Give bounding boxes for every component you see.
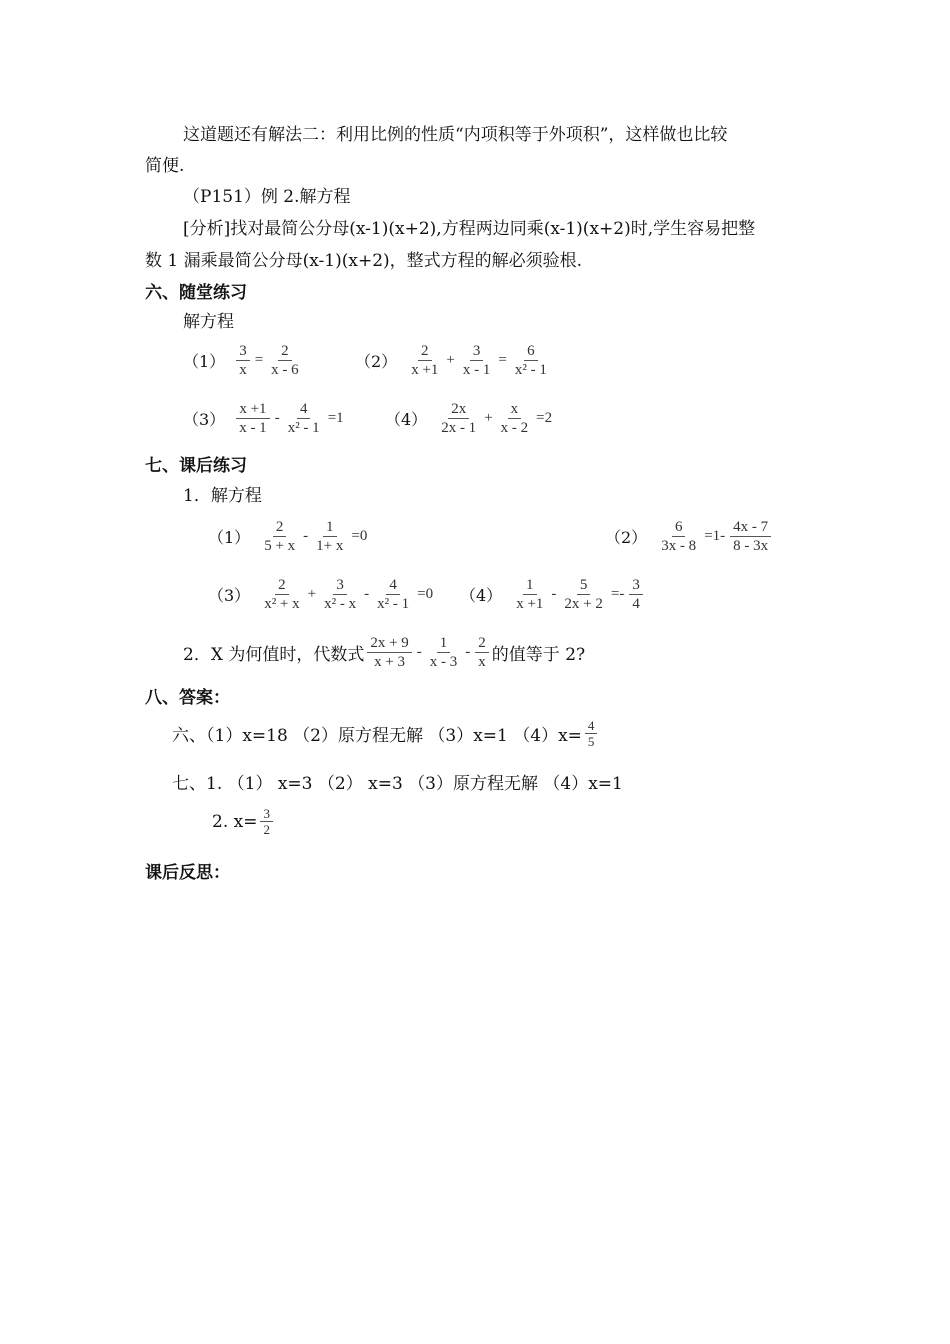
numerator: 1	[523, 576, 537, 595]
operator: -	[274, 410, 280, 426]
numerator: 3	[260, 806, 273, 822]
numerator: 2	[273, 518, 287, 537]
denominator: x - 3	[429, 654, 458, 670]
operator: +	[307, 586, 317, 602]
equation-7-1	[208, 518, 369, 555]
operator: =	[498, 352, 507, 368]
answer-7: 七、1. （1） x=3 （2） x=3 （3）原方程无解 （4）x=1	[172, 774, 623, 794]
operator: +	[446, 352, 455, 368]
denominator: x - 1	[462, 362, 491, 378]
fraction	[313, 518, 346, 555]
operator: +	[484, 410, 493, 426]
equation-7-3	[208, 576, 435, 613]
denominator: x² - 1	[287, 420, 320, 436]
answer-7-2	[212, 806, 276, 837]
operator: -	[416, 644, 422, 660]
denominator: 5	[587, 734, 595, 749]
numerator: 4	[585, 718, 598, 734]
fraction	[236, 400, 270, 437]
denominator: 3x - 8	[661, 538, 697, 554]
denominator: 2x + 2	[564, 596, 603, 612]
numerator: 6	[524, 342, 538, 361]
section-7-sub: 1．解方程	[183, 486, 262, 506]
denominator: 1+ x	[316, 538, 344, 554]
fraction	[513, 576, 546, 613]
equation-label: （4）	[460, 586, 503, 605]
equation-label: （3）	[183, 410, 226, 429]
fraction	[408, 342, 441, 379]
fraction	[658, 518, 699, 555]
operator: -	[303, 528, 309, 544]
section-7-heading: 七、课后练习	[145, 456, 247, 476]
numerator: 3	[629, 576, 643, 595]
answer-text: 2. x=	[212, 811, 258, 832]
numerator: 2x + 9	[367, 634, 411, 653]
denominator: x	[239, 362, 247, 378]
equation-6-3	[183, 400, 346, 437]
fraction	[261, 576, 302, 613]
fraction	[498, 400, 532, 437]
equation-6-4	[385, 400, 554, 437]
denominator: x² - 1	[377, 596, 410, 612]
operator: -	[551, 586, 557, 602]
numerator: 5	[577, 576, 591, 595]
equation-label: （2）	[355, 352, 398, 371]
question-suffix: 的值等于 2?	[491, 645, 586, 665]
operator: =-	[610, 586, 625, 602]
numerator: x +1	[236, 400, 269, 419]
numerator: 2	[275, 576, 289, 595]
fraction	[260, 806, 273, 837]
fraction	[561, 576, 605, 613]
denominator: 5 + x	[264, 538, 296, 554]
fraction	[321, 576, 359, 613]
operator: =1-	[704, 528, 726, 544]
numerator: 6	[672, 518, 686, 537]
example-title: （P151）例 2.解方程	[183, 187, 351, 207]
section-6-heading: 六、随堂练习	[145, 283, 247, 303]
numerator: 4	[297, 400, 311, 419]
equation-result: =2	[536, 410, 553, 426]
operator: -	[364, 586, 370, 602]
fraction	[374, 576, 412, 613]
numerator: 4x - 7	[730, 518, 771, 537]
numerator: 2	[418, 342, 432, 361]
denominator: x - 2	[500, 420, 529, 436]
equation-result: =1	[327, 410, 344, 426]
section-8-heading: 八、答案：	[145, 688, 230, 708]
analysis-line-2: 数 1 漏乘最简公分母(x-1)(x+2)，整式方程的解必须验根.	[145, 251, 583, 271]
denominator: x - 6	[271, 362, 299, 378]
denominator: x² + x	[264, 596, 300, 612]
fraction	[236, 342, 250, 379]
denominator: x	[478, 654, 486, 670]
answer-text: 六、（1）x=18 （2）原方程无解 （3）x=1 （4）x=	[172, 726, 582, 746]
numerator: 4	[386, 576, 400, 595]
operator: =	[254, 352, 264, 368]
reflection-heading: 课后反思：	[145, 863, 230, 883]
analysis-line-1: [分析]找对最简公分母(x-1)(x+2),方程两边同乘(x-1)(x+2)时,学生容易把整	[183, 219, 756, 239]
question-prefix: 2．X 为何值时，代数式	[183, 645, 365, 665]
fraction	[438, 400, 479, 437]
fraction	[285, 400, 323, 437]
equation-label: （1）	[208, 528, 251, 547]
fraction	[585, 718, 598, 749]
equation-label: （4）	[385, 410, 428, 429]
numerator: 1	[437, 634, 451, 653]
operator: -	[465, 644, 471, 660]
fraction	[427, 634, 461, 671]
denominator: 4	[632, 596, 640, 612]
numerator: 3	[236, 342, 250, 361]
denominator: x² - x	[324, 596, 357, 612]
numerator: 2	[475, 634, 489, 653]
numerator: 2x	[448, 400, 469, 419]
denominator: x - 1	[239, 420, 267, 436]
denominator: 2	[263, 822, 270, 837]
fraction	[512, 342, 550, 379]
equation-result: =0	[351, 528, 368, 544]
equation-7-2	[605, 518, 774, 555]
denominator: 2x - 1	[441, 420, 477, 436]
numerator: 2	[278, 342, 292, 361]
denominator: x +1	[516, 596, 544, 612]
intro-line-1: 这道题还有解法二：利用比例的性质“内项积等于外项积”，这样做也比较	[183, 125, 728, 145]
fraction	[268, 342, 302, 379]
fraction	[460, 342, 494, 379]
numerator: x	[508, 400, 522, 419]
question-2	[183, 634, 585, 671]
equation-label: （1）	[183, 352, 226, 371]
fraction	[730, 518, 771, 555]
equation-6-2	[355, 342, 553, 379]
denominator: x +1	[411, 362, 439, 378]
numerator: 1	[323, 518, 337, 537]
equation-7-4	[460, 576, 646, 613]
numerator: 3	[333, 576, 347, 595]
denominator: 8 - 3x	[733, 538, 769, 554]
equation-label: （3）	[208, 586, 251, 605]
equation-result: =0	[417, 586, 434, 602]
intro-line-2: 简便.	[145, 156, 185, 176]
denominator: x² - 1	[514, 362, 547, 378]
equation-6-1	[183, 342, 305, 379]
fraction	[629, 576, 643, 613]
denominator: x + 3	[374, 654, 406, 670]
fraction	[261, 518, 298, 555]
fraction	[367, 634, 411, 671]
numerator: 3	[470, 342, 484, 361]
section-6-sub: 解方程	[183, 312, 234, 332]
answer-6	[172, 718, 600, 749]
fraction	[475, 634, 489, 671]
equation-label: （2）	[605, 528, 648, 547]
